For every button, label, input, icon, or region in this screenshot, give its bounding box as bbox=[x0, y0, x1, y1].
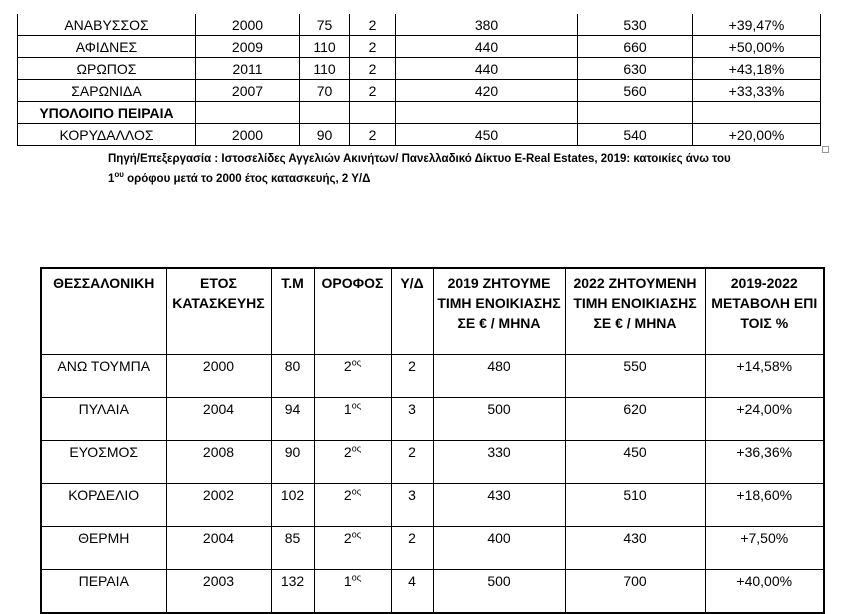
cell-floor: $2^{o\varsigma}$ bbox=[314, 484, 391, 527]
header-rent-2019: 2019 ΖΗΤΟΥΜΕ ΤΙΜΗ ΕΝΟΙΚΙΑΣΗΣ ΣΕ € / ΜΗΝΑ bbox=[433, 268, 565, 355]
cell-year: 2009 bbox=[196, 36, 300, 58]
rent-table-thessaloniki bbox=[40, 267, 825, 614]
empty-cell bbox=[350, 102, 396, 124]
header-year: ΕΤΟΣ ΚΑΤΑΣΚΕΥΗΣ bbox=[166, 268, 271, 355]
cell-rent-2022: 430 bbox=[565, 527, 705, 570]
cell-rent-2019: 500 bbox=[433, 570, 565, 614]
cell-rent-2022: 450 bbox=[565, 441, 705, 484]
cell-sqm: 110 bbox=[300, 58, 350, 80]
cell-rent-2022: 540 bbox=[578, 124, 693, 146]
cell-change: +24,00% bbox=[705, 398, 824, 441]
cell-area: ΑΦΙΔΝΕΣ bbox=[18, 36, 196, 58]
cell-rent-2022: 550 bbox=[565, 355, 705, 398]
cell-sqm: 90 bbox=[271, 441, 314, 484]
region-label: ΥΠΟΛΟΙΠΟ ΠΕΙΡΑΙΑ bbox=[18, 102, 196, 124]
cell-sqm: 90 bbox=[300, 124, 350, 146]
cell-rent-2019: 400 bbox=[433, 527, 565, 570]
header-floor: ΟΡΟΦΟΣ bbox=[314, 268, 391, 355]
empty-cell bbox=[396, 102, 578, 124]
cell-sqm: 94 bbox=[271, 398, 314, 441]
cell-year: 2011 bbox=[196, 58, 300, 80]
cell-floor: $2^{o\varsigma}$ bbox=[314, 527, 391, 570]
cell-change: +20,00% bbox=[693, 124, 821, 146]
empty-cell bbox=[196, 102, 300, 124]
cell-year: 2000 bbox=[196, 14, 300, 36]
source-note bbox=[108, 149, 808, 189]
cell-beds: 2 bbox=[391, 441, 433, 484]
table-row bbox=[41, 398, 824, 441]
cell-beds: 4 bbox=[391, 570, 433, 614]
cell-rent-2019: 430 bbox=[433, 484, 565, 527]
cell-change: +33,33% bbox=[693, 80, 821, 102]
cell-beds: 3 bbox=[391, 398, 433, 441]
header-area: ΘΕΣΣΑΛΟΝΙΚΗ bbox=[41, 268, 166, 355]
source-line-2: $1^{o\upsilon}$ ορόφου μετά το 2000 έτος κατασκευής, 2 Υ/Δ bbox=[108, 170, 371, 185]
table-row bbox=[18, 14, 821, 36]
cell-rent-2019: 450 bbox=[396, 124, 578, 146]
table-row bbox=[41, 441, 824, 484]
cell-year: 2000 bbox=[166, 355, 271, 398]
cell-area: ΠΥΛΑΙΑ bbox=[41, 398, 166, 441]
cell-change: +50,00% bbox=[693, 36, 821, 58]
cell-year: 2003 bbox=[166, 570, 271, 614]
rent-table-attica bbox=[17, 14, 821, 146]
cell-sqm: 132 bbox=[271, 570, 314, 614]
table-row bbox=[18, 58, 821, 80]
cell-area: ΑΝΑΒΥΣΣΟΣ bbox=[18, 14, 196, 36]
empty-cell bbox=[578, 102, 693, 124]
table-row bbox=[41, 570, 824, 614]
cell-sqm: 70 bbox=[300, 80, 350, 102]
cell-area: ΠΕΡΑΙΑ bbox=[41, 570, 166, 614]
table-row bbox=[18, 124, 821, 146]
cell-year: 2007 bbox=[196, 80, 300, 102]
cell-rent-2019: 380 bbox=[396, 14, 578, 36]
cell-change: +40,00% bbox=[705, 570, 824, 614]
cell-change: +18,60% bbox=[705, 484, 824, 527]
region-row bbox=[18, 102, 821, 124]
cell-beds: 2 bbox=[350, 58, 396, 80]
cell-floor: $1^{o\varsigma}$ bbox=[314, 398, 391, 441]
cell-floor: $1^{o\varsigma}$ bbox=[314, 570, 391, 614]
cell-rent-2019: 420 bbox=[396, 80, 578, 102]
cell-year: 2002 bbox=[166, 484, 271, 527]
cell-beds: 2 bbox=[350, 14, 396, 36]
empty-cell bbox=[300, 102, 350, 124]
cell-change: +36,36% bbox=[705, 441, 824, 484]
cell-beds: 2 bbox=[350, 36, 396, 58]
cell-year: 2004 bbox=[166, 398, 271, 441]
cell-area: ΘΕΡΜΗ bbox=[41, 527, 166, 570]
cell-sqm: 85 bbox=[271, 527, 314, 570]
cell-sqm: 110 bbox=[300, 36, 350, 58]
cell-area: ΩΡΩΠΟΣ bbox=[18, 58, 196, 80]
cell-change: +7,50% bbox=[705, 527, 824, 570]
cell-area: ΕΥΟΣΜΟΣ bbox=[41, 441, 166, 484]
header-rent-2022: 2022 ΖΗΤΟΥΜΕΝΗ ΤΙΜΗ ΕΝΟΙΚΙΑΣΗΣ ΣΕ € / ΜΗΝΑ bbox=[565, 268, 705, 355]
resize-handle[interactable] bbox=[822, 146, 829, 153]
cell-rent-2019: 330 bbox=[433, 441, 565, 484]
empty-cell bbox=[693, 102, 821, 124]
cell-beds: 2 bbox=[391, 527, 433, 570]
header-beds: Υ/Δ bbox=[391, 268, 433, 355]
cell-rent-2019: 440 bbox=[396, 36, 578, 58]
cell-beds: 2 bbox=[350, 124, 396, 146]
cell-area: ΑΝΩ ΤΟΥΜΠΑ bbox=[41, 355, 166, 398]
cell-rent-2022: 530 bbox=[578, 14, 693, 36]
cell-rent-2019: 500 bbox=[433, 398, 565, 441]
header-sqm: Τ.Μ bbox=[271, 268, 314, 355]
cell-change: +14,58% bbox=[705, 355, 824, 398]
table-row bbox=[18, 80, 821, 102]
table-row bbox=[41, 484, 824, 527]
source-line-1: Πηγή/Επεξεργασία : Ιστοσελίδες Αγγελιών Ακινήτων/ Πανελλαδικό Δίκτυο E-Real Estates, 2019: κατοικίες άνω του bbox=[108, 153, 731, 165]
cell-rent-2022: 630 bbox=[578, 58, 693, 80]
table-row bbox=[41, 355, 824, 398]
cell-change: +43,18% bbox=[693, 58, 821, 80]
cell-floor: $2^{o\varsigma}$ bbox=[314, 355, 391, 398]
header-row bbox=[41, 268, 824, 355]
cell-sqm: 102 bbox=[271, 484, 314, 527]
cell-rent-2022: 660 bbox=[578, 36, 693, 58]
cell-year: 2004 bbox=[166, 527, 271, 570]
cell-rent-2022: 700 bbox=[565, 570, 705, 614]
cell-sqm: 80 bbox=[271, 355, 314, 398]
cell-sqm: 75 bbox=[300, 14, 350, 36]
cell-rent-2022: 560 bbox=[578, 80, 693, 102]
cell-rent-2022: 620 bbox=[565, 398, 705, 441]
cell-rent-2019: 440 bbox=[396, 58, 578, 80]
header-change: 2019-2022 ΜΕΤΑΒΟΛΗ ΕΠΙ ΤΟΙΣ % bbox=[705, 268, 824, 355]
cell-area: ΚΟΡΔΕΛΙΟ bbox=[41, 484, 166, 527]
cell-beds: 2 bbox=[350, 80, 396, 102]
cell-area: ΚΟΡΥΔΑΛΛΟΣ bbox=[18, 124, 196, 146]
table-row bbox=[41, 527, 824, 570]
cell-beds: 2 bbox=[391, 355, 433, 398]
cell-rent-2022: 510 bbox=[565, 484, 705, 527]
cell-beds: 3 bbox=[391, 484, 433, 527]
cell-change: +39,47% bbox=[693, 14, 821, 36]
cell-year: 2000 bbox=[196, 124, 300, 146]
cell-rent-2019: 480 bbox=[433, 355, 565, 398]
table-row bbox=[18, 36, 821, 58]
cell-year: 2008 bbox=[166, 441, 271, 484]
cell-area: ΣΑΡΩΝΙΔΑ bbox=[18, 80, 196, 102]
cell-floor: $2^{o\varsigma}$ bbox=[314, 441, 391, 484]
